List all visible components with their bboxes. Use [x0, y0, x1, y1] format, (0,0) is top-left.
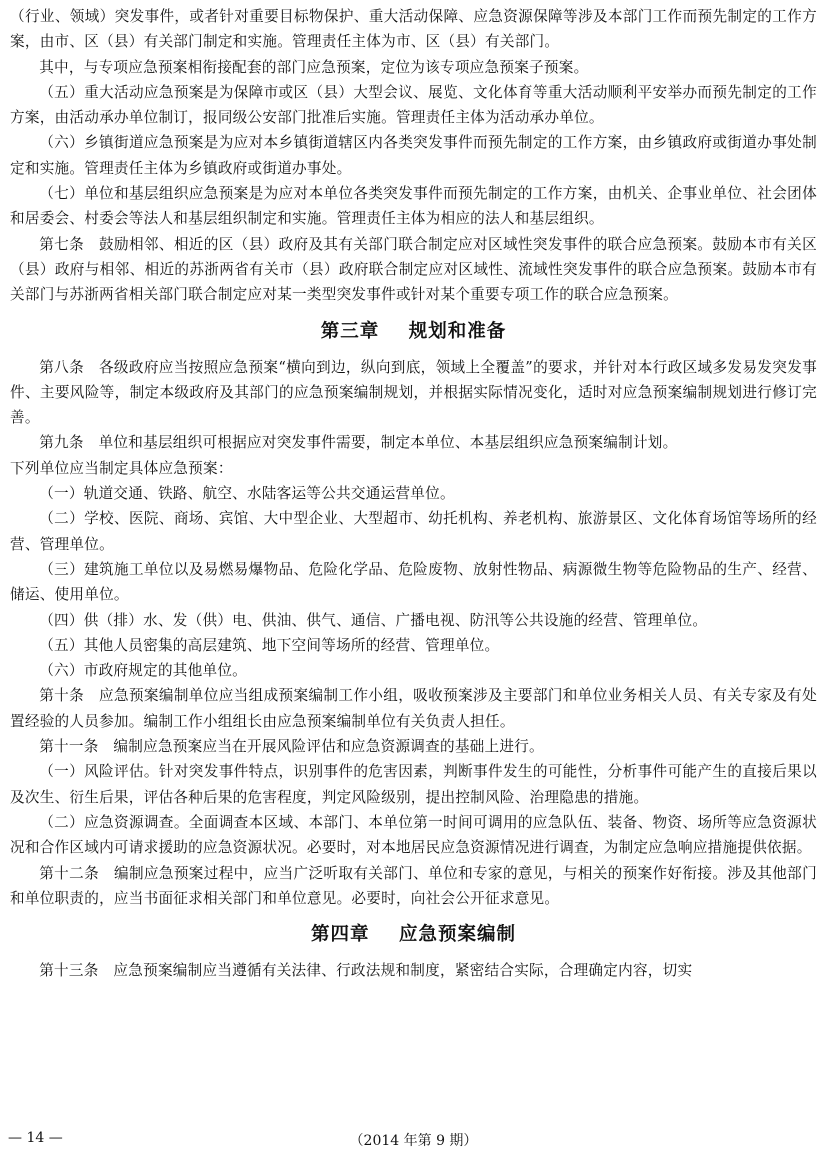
chapter-number: 第三章 [320, 320, 380, 342]
list-item: （一）风险评估。针对突发事件特点，识别事件的危害因素，判断事件发生的可能性，分析事件可能产生的直接后果以及次生、衍生后果，评估各种后果的危害程度，判定风险级别，提出控制风险、治理隐患的措施。 [10, 763, 817, 806]
article-12: 第十二条 编制应急预案过程中，应当广泛听取有关部门、单位和专家的意见，与相关的预案作好衔接。涉及其他部门和单位职责的，应当书面征求相关部门和单位意见。必要时，向社会公开征求意见。 [10, 864, 817, 907]
page-number: — 14 — [8, 1130, 63, 1146]
article-8: 第八条 各级政府应当按照应急预案“横向到边，纵向到底，领域上全覆盖”的要求，并针对本行政区域多发易发突发事件、主要风险等，制定本级政府及其部门的应急预案编制规划，并根据实际情况变化，适时对应急预案编制规划进行修订完善。 [10, 358, 817, 427]
paragraph: （行业、领域）突发事件，或者针对重要目标物保护、重大活动保障、应急资源保障等涉及本部门工作而预先制定的工作方案，由市、区（县）有关部门制定和实施。管理责任主体为市、区（县）有关部门。 [10, 8, 817, 51]
list-item: （六）市政府规定的其他单位。 [39, 662, 248, 680]
chapter-title: 应急预案编制 [399, 924, 517, 946]
paragraph: （六）乡镇街道应急预案是为应对本乡镇街道辖区内各类突发事件而预先制定的工作方案，由乡镇政府或街道办事处制定和实施。管理责任主体为乡镇政府或街道办事处。 [10, 134, 817, 177]
paragraph: 下列单位应当制定具体应急预案： [10, 459, 233, 477]
article-10: 第十条 应急预案编制单位应当组成预案编制工作小组，吸收预案涉及主要部门和单位业务相关人员、有关专家及有处置经验的人员参加。编制工作小组组长由应急预案编制单位有关负责人担任。 [10, 687, 817, 730]
list-item: （三）建筑施工单位以及易燃易爆物品、危险化学品、危险废物、放射性物品、病源微生物等危险物品的生产、经营、储运、使用单位。 [10, 560, 817, 604]
list-item: （二）应急资源调查。全面调查本区域、本部门、本单位第一时间可调用的应急队伍、装备、物资、场所等应急资源状况和合作区域内可请求援助的应急资源状况。必要时，对本地居民应急资源情况进行调查，为制定应急响应措施提供依据。 [10, 813, 817, 857]
list-item: （五）其他人员密集的高层建筑、地下空间等场所的经营、管理单位。 [39, 636, 500, 654]
list-item: （二）学校、医院、商场、宾馆、大中型企业、大型超市、幼托机构、养老机构、旅游景区、文化体育场馆等场所的经营、管理单位。 [10, 510, 817, 553]
article-7: 第七条 鼓励相邻、相近的区（县）政府及其有关部门联合制定应对区域性突发事件的联合应急预案。鼓励本市有关区（县）政府与相邻、相近的苏浙两省有关市（县）政府联合制定应对区域性、流域性突发事件的联合应急预案。鼓励本市有关部门与苏浙两省相关部门联合制定应对某一类型突发事件或针对某个重要专项工作的联合应急预案。 [10, 235, 817, 304]
article-9: 第九条 单位和基层组织可根据应对突发事件需要，制定本单位、本基层组织应急预案编制计划。 [39, 434, 678, 452]
list-item: （四）供（排）水、发（供）电、供油、供气、通信、广播电视、防汛等公共设施的经营、管理单位。 [39, 611, 708, 629]
chapter-title: 规划和准备 [408, 320, 507, 342]
chapter-4-heading [10, 920, 817, 950]
paragraph: （五）重大活动应急预案是为保障市或区（县）大型会议、展览、文化体育等重大活动顺利平安举办而预先制定的工作方案，由活动承办单位制订，报同级公安部门批准后实施。管理责任主体为活动承办单位。 [10, 83, 817, 127]
list-item: （一）轨道交通、铁路、航空、水陆客运等公共交通运营单位。 [39, 485, 455, 503]
document-body [10, 4, 817, 983]
chapter-number: 第四章 [310, 924, 370, 946]
page-footer [0, 1130, 827, 1156]
chapter-3-heading [10, 317, 817, 347]
issue-label: （2014 年第 9 期） [349, 1133, 478, 1149]
paragraph: （七）单位和基层组织应急预案是为应对本单位各类突发事件而预先制定的工作方案，由机关、企事业单位、社会团体和居委会、村委会等法人和基层组织制定和实施。管理责任主体为相应的法人和基层组织。 [10, 185, 817, 228]
paragraph: 其中，与专项应急预案相衔接配套的部门应急预案，定位为该专项应急预案子预案。 [39, 58, 589, 76]
article-11: 第十一条 编制应急预案应当在开展风险评估和应急资源调查的基础上进行。 [39, 738, 544, 756]
article-13: 第十三条 应急预案编制应当遵循有关法律、行政法规和制度，紧密结合实际，合理确定内容，切实 [39, 962, 693, 980]
